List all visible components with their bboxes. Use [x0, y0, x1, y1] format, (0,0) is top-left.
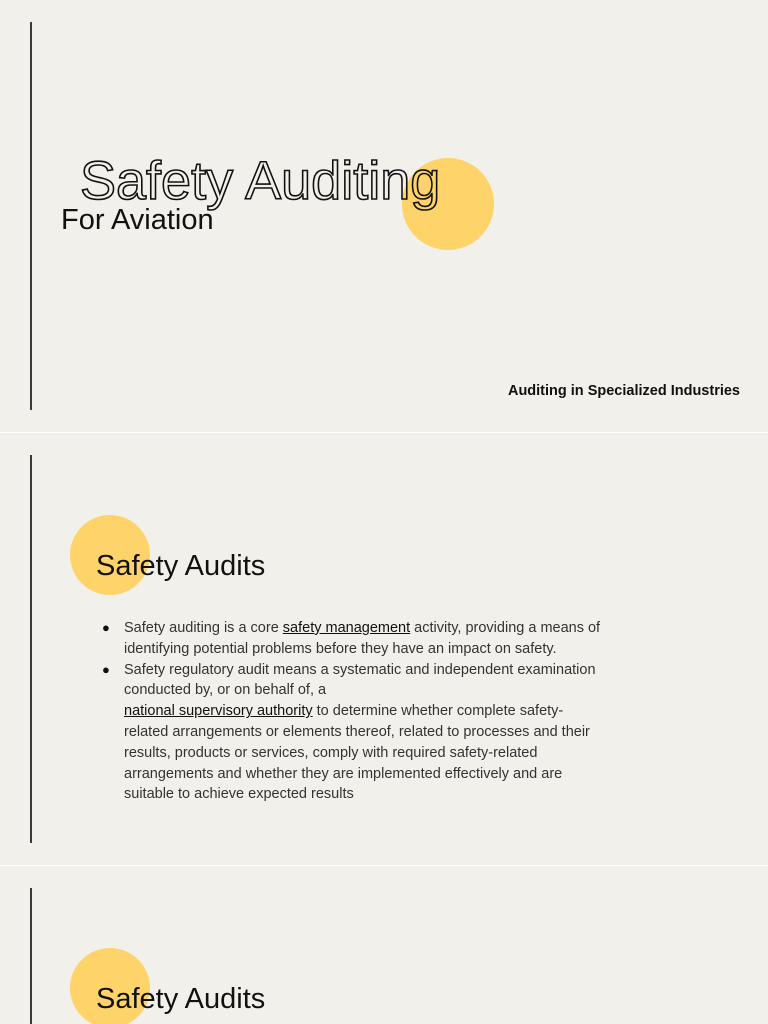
bullet-text: Safety auditing is a core — [124, 620, 283, 636]
course-name: Auditing in Specialized Industries — [507, 383, 740, 399]
slide-heading: Safety Audits — [96, 983, 266, 1015]
list-item — [102, 660, 602, 806]
slide-left-rule — [30, 455, 32, 843]
content-slide-safety-audits-2 — [0, 866, 768, 1024]
slide-left-rule — [30, 22, 32, 410]
presentation-subtitle: For Aviation — [61, 204, 214, 236]
bullet-dot-icon: ● — [102, 661, 110, 677]
presentation-title: Safety Auditing — [80, 151, 441, 211]
national-supervisory-authority-link[interactable]: national supervisory authority — [124, 703, 313, 720]
slide-heading: Safety Audits — [96, 550, 266, 582]
bullet-text: Safety regulatory audit means a systematic and independent examination conducted by, or on behalf of, a — [124, 661, 596, 699]
title-slide — [0, 0, 768, 432]
list-item — [102, 618, 602, 660]
content-slide-safety-audits — [0, 433, 768, 865]
safety-management-link[interactable]: safety management — [282, 620, 411, 636]
slide-left-rule — [30, 888, 32, 1024]
bullet-text: activity, providing a means of identifying potential problems before they have an impact on safety. — [124, 620, 601, 657]
bullet-dot-icon: ● — [102, 620, 110, 635]
bullet-text: to determine whether complete safety-related arrangements or elements thereof, related to processes and their results, products or services, comply with required safety-related arrangements and whether they are implemented effectively and are suitable to achieve expected results — [124, 703, 590, 803]
bullet-list — [102, 618, 602, 805]
